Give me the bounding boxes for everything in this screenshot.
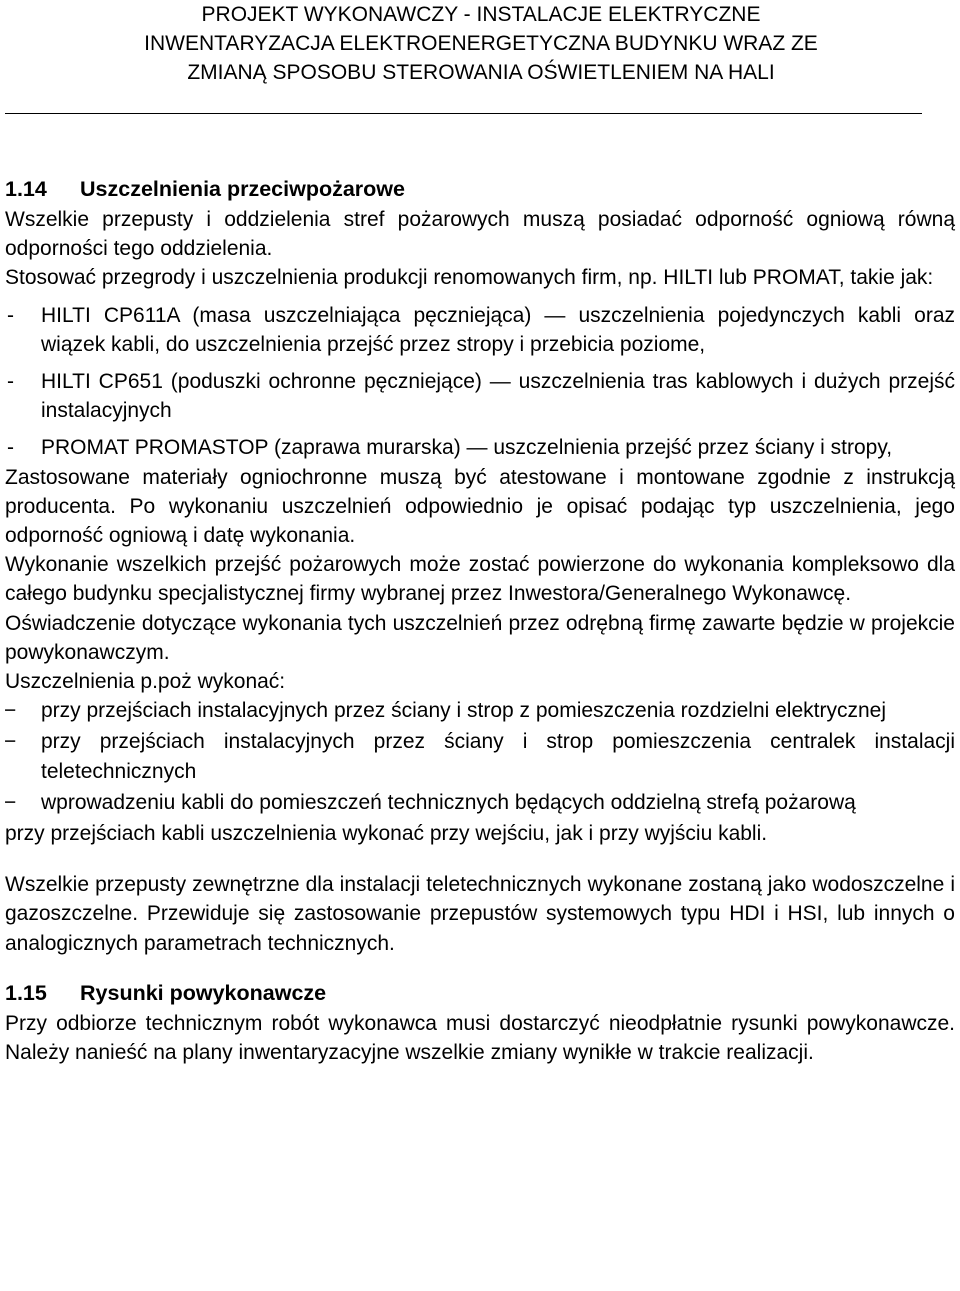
header-divider — [5, 113, 922, 114]
section-1-14-heading — [5, 174, 955, 205]
section-number: 1.14 — [5, 177, 47, 201]
product-list — [5, 301, 955, 463]
spacer — [5, 848, 955, 870]
document-header — [40, 0, 922, 87]
spacer — [5, 958, 955, 978]
list-dash: − — [4, 790, 17, 814]
list-item-text: wprowadzeniu kabli do pomieszczeń technicznych będących oddzielną strefą pożarową — [41, 790, 856, 814]
paragraph: Uszczelnienia p.poż wykonać: — [5, 670, 286, 694]
list-item — [5, 301, 955, 359]
paragraph: Wykonanie wszelkich przejść pożarowych może zostać powierzone do wykonania kompleksowo dla całego budynku specjalistycznej firmy wybranej przez Inwestora/Generalnego Wykonawcę. — [5, 553, 955, 606]
paragraph: Wszelkie przepusty i oddzielenia stref pożarowych muszą posiadać odporność ogniową równą odporności tego oddzielenia. — [5, 208, 955, 261]
list-item-text: HILTI CP651 (poduszki ochronne pęczniejące) ― uszczelnienia tras kablowych i dużych przejść instalacyjnych — [41, 370, 955, 423]
list-item-text: przy przejściach instalacyjnych przez ściany i strop z pomieszczenia rozdzielni elektrycznej — [41, 699, 886, 723]
paragraph: przy przejściach kabli uszczelnienia wykonać przy wejściu, jak i przy wyjściu kabli. — [5, 822, 768, 846]
section-title: Uszczelnienia przeciwpożarowe — [80, 177, 405, 201]
list-item — [5, 367, 955, 425]
list-item — [5, 727, 955, 785]
list-dash: − — [4, 730, 17, 754]
section-1-15-heading — [5, 978, 955, 1009]
header-line-2: INWENTARYZACJA ELEKTROENERGETYCZNA BUDYNKU WRAZ ZE — [144, 32, 818, 55]
list-dash: - — [7, 303, 14, 327]
header-line-1: PROJEKT WYKONAWCZY - INSTALACJE ELEKTRYCZNE — [201, 3, 761, 26]
paragraph: Wszelkie przepusty zewnętrzne dla instalacji teletechnicznych wykonane zostaną jako wodoszczelne i gazoszczelne. Przewiduje się zastosowanie przepustów systemowych typu HDI i HSI, lub innych o analogicznych parametrach technicznych. — [5, 873, 955, 955]
list-item-text: przy przejściach instalacyjnych przez ściany i strop pomieszczenia centralek instalacji teletechnicznych — [41, 730, 955, 783]
paragraph: Oświadczenie dotyczące wykonania tych uszczelnień przez odrębną firmę zawarte będzie w projekcie powykonawczym. — [5, 611, 955, 664]
paragraph: Przy odbiorze technicznym robót wykonawca musi dostarczyć nieodpłatnie rysunki powykonawcze. Należy nanieść na plany inwentaryzacyjne wszelkie zmiany wynikłe w trakcie realizacji. — [5, 1011, 955, 1065]
list-dash: − — [4, 699, 17, 723]
document-body — [5, 174, 955, 1067]
section-number: 1.15 — [5, 980, 47, 1005]
list-item-text: HILTI CP611A (masa uszczelniająca pęczniejąca) ― uszczelnienia pojedynczych kabli oraz wiązek kabli, do uszczelnienia przejść przez stropy i przebicia poziome, — [41, 303, 955, 356]
header-line-3: ZMIANĄ SPOSOBU STEROWANIA OŚWIETLENIEM NA HALI — [187, 61, 775, 84]
paragraph: Zastosowane materiały ogniochronne muszą być atestowane i montowane zgodnie z instrukcją producenta. Po wykonaniu uszczelnień odpowiednio je opisać podając typ uszczelnienia, jego odporność ogniową i datę wykonania. — [5, 465, 955, 548]
section-title: Rysunki powykonawcze — [80, 980, 327, 1005]
paragraph: Stosować przegrody i uszczelnienia produkcji renomowanych firm, np. HILTI lub PROMAT, takie jak: — [5, 266, 934, 290]
list-dash: - — [7, 370, 14, 394]
list-item — [5, 433, 955, 462]
list-dash: - — [7, 436, 14, 460]
location-list — [5, 696, 955, 817]
list-item — [5, 696, 955, 725]
list-item-text: PROMAT PROMASTOP (zaprawa murarska) ― uszczelnienia przejść przez ściany i stropy, — [41, 436, 893, 460]
list-item — [5, 788, 955, 817]
